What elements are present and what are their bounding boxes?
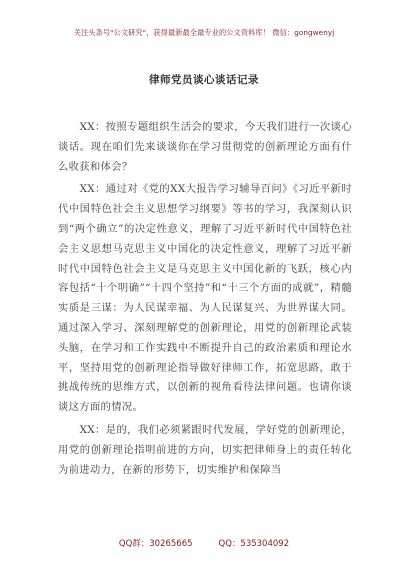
paragraph-3: XX：是的，我们必须紧跟时代发展，学好党的创新理论，用党的创新理论指明前进的方向，切实把律师身上的责任转化为前进动力，在新的形势下，切实维护和保障当 [58,423,352,476]
footer-qq-group: QQ群：30265665 [118,539,193,549]
footer-qq-number: QQ：535304092 [218,539,290,549]
paragraph-2: XX：通过对《党的XX大报告学习辅导百问》《习近平新时代中国特色社会主义思想学习纲要》等书的学习，我深刻认识到“两个确立”的决定性意义，理解了习近平新时代中国特色社会主义思想马克思主义中国化的决定性意义，理解了习近平新时代中国特色社会主义是马克思主义中国化新的飞跃，核心内容包括“十个明确”“十四个坚持”和“十三个方面的成就”，精髓实质是三谋：为人民谋幸福、为人民谋复兴、为世界谋大同。通过深入学习、深刻理解党的创新理论，用党的创新理论武装头脑，在学习和工作实践中不断提升自己的政治素质和理论水平，坚持用党的创新理论指导做好律师工作，拓宽思路，敢于挑战传统的思维方式，以创新的视角看待法律问题。也请你谈谈这方面的情况。 [58,183,352,414]
document-title: 律师党员谈心谈话记录 [149,74,259,86]
document-body [58,118,352,483]
header-banner: 关注头条号"公文研究"，获得最新最全最专业的公文资料库！ 微信：gongwenyj [73,28,335,37]
footer-contacts [0,537,408,549]
paragraph-1: XX：按照专题组织生活会的要求，今天我们进行一次谈心谈话。现在咱们先来谈谈你在学习贯彻党的创新理论方面有什么收获和体会？ [58,121,352,173]
